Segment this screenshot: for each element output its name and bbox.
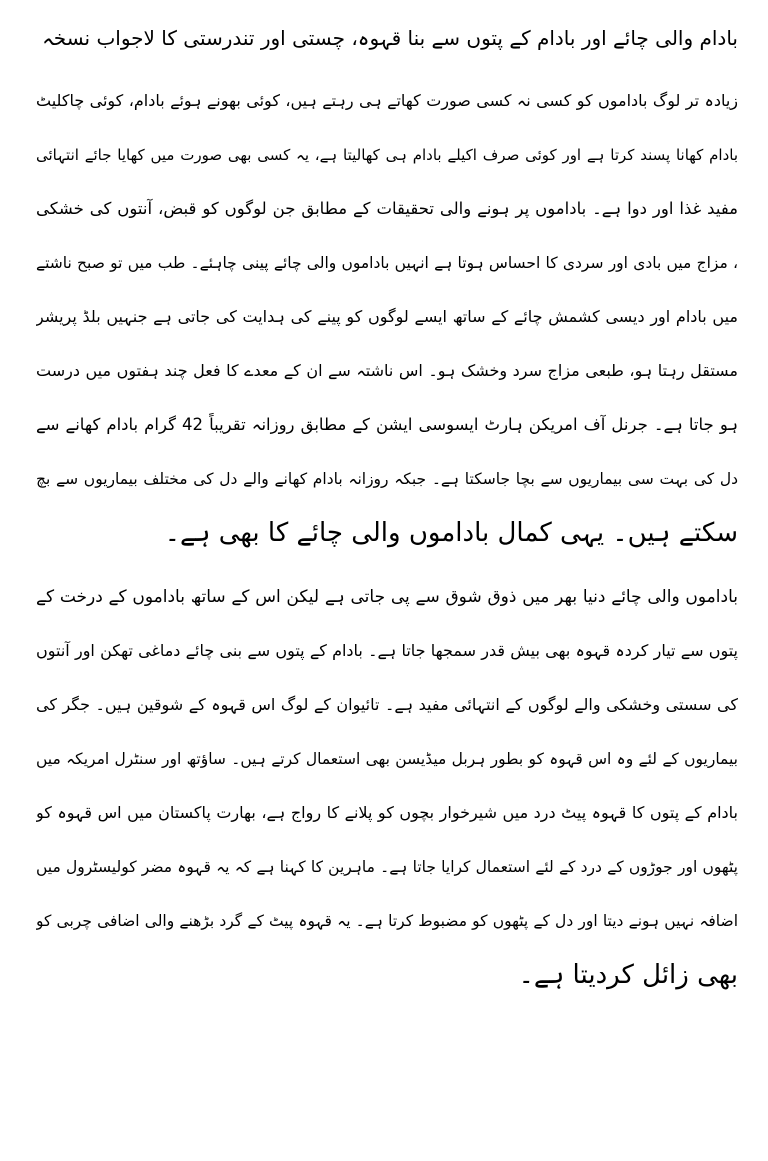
paragraph-line: پتوں سے تیار کردہ قہوہ بھی بیش قدر سمجھا جاتا ہے۔ بادام کے پتوں سے بنی چائے دماغی تھکن اور آنتوں — [36, 641, 738, 660]
paragraph-line: بادام کھانا پسند کرتا ہے اور کوئی صرف اکیلے بادام ہی کھالیتا ہے، یہ کسی بھی صورت میں کھایا جائے انتہائی — [36, 146, 738, 164]
paragraph-line: ہو جاتا ہے۔ جرنل آف امریکن ہارٹ ایسوسی ایشن کے مطابق روزانہ تقریباً 42 گرام بادام کھانے سے — [36, 415, 738, 434]
paragraph-line: پٹھوں اور جوڑوں کے درد کے لئے استعمال کرایا جاتا ہے۔ ماہرین کا کہنا ہے کہ یہ قہوہ مضر کولیسٹرول میں — [36, 858, 738, 876]
paragraph-line: میں بادام اور دیسی کشمش چائے کے ساتھ ایسے لوگوں کو پینے کی ہدایت کی جاتی ہے جنہیں بلڈ پریشر — [36, 307, 738, 326]
paragraph-line: ، مزاج میں بادی اور سردی کا احساس ہوتا ہے انہیں باداموں والی چائے پینی چاہئے۔ طب میں تو صبح ناشتے — [36, 254, 738, 272]
paragraph-line: زیادہ تر لوگ باداموں کو کسی نہ کسی صورت کھاتے ہی رہتے ہیں، کوئی بھونے ہوئے بادام، کوئی چاکلیٹ — [36, 91, 738, 110]
paragraph-almond-tea — [36, 74, 738, 560]
paragraph-almond-leaf-tea — [36, 570, 738, 1002]
paragraph-line: بیماریوں کے لئے وہ اس قہوہ کو بطور ہربل میڈیسن بھی استعمال کرتے ہیں۔ ساؤتھ اور سنٹرل امریکہ میں — [36, 750, 738, 768]
paragraph-line: بادام کے پتوں کا قہوہ پیٹ درد میں شیرخوار بچوں کو پلانے کا رواج ہے، بھارت پاکستان میں اس قہوہ کو — [36, 803, 738, 822]
paragraph-line: مفید غذا اور دوا ہے۔ باداموں پر ہونے والی تحقیقات کے مطابق جن لوگوں کو قبض، آنتوں کی خشکی — [36, 199, 738, 218]
paragraph-line: اضافہ نہیں ہونے دیتا اور دل کے پٹھوں کو مضبوط کرتا ہے۔ یہ قہوہ پیٹ کے گرد بڑھنے والی اضافی چربی کو — [36, 912, 738, 930]
paragraph-line: دل کی بہت سی بیماریوں سے بچا جاسکتا ہے۔ جبکہ روزانہ بادام کھانے والے دل کی مختلف بیماریوں سے بچ — [36, 470, 738, 488]
paragraph-line: کی سستی وخشکی والے لوگوں کے انتہائی مفید ہے۔ تائیوان کے لوگ اس قہوہ کے شوقین ہیں۔ جگر کی — [36, 695, 738, 714]
article-title: بادام والی چائے اور بادام کے پتوں سے بنا قہوہ، چستی اور تندرستی کا لاجواب نسخہ — [42, 26, 738, 50]
paragraph-line: بھی زائل کردیتا ہے۔ — [518, 960, 738, 990]
paragraph-line: سکتے ہیں۔ یہی کمال باداموں والی چائے کا بھی ہے۔ — [164, 518, 738, 548]
paragraph-line: مستقل رہتا ہو، طبعی مزاج سرد وخشک ہو۔ اس ناشتہ سے ان کے معدے کا فعل چند ہفتوں میں درست — [36, 361, 738, 380]
paragraph-line: باداموں والی چائے دنیا بھر میں ذوق شوق سے پی جاتی ہے لیکن اس کے ساتھ باداموں کے درخت کے — [36, 587, 738, 607]
article-title-paragraph — [36, 12, 738, 64]
